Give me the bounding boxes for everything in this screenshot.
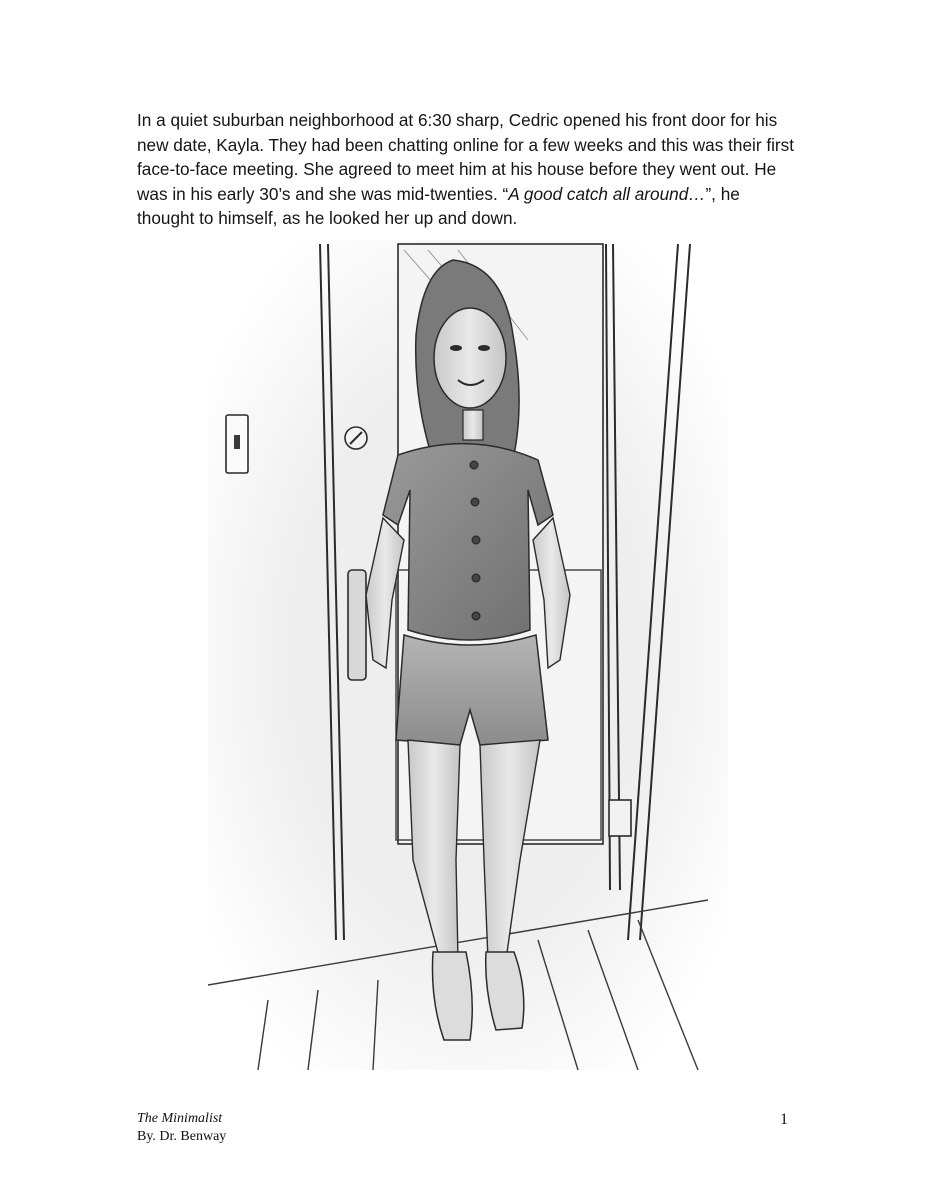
deadbolt-lock [345,427,367,449]
light-switch [226,415,248,473]
page-footer [137,1110,226,1146]
story-text-part2: ”, he thought to himself, as he looked her up and down. [137,183,740,228]
book-title: The Minimalist [137,1111,223,1126]
story-paragraph [137,108,797,231]
book-author: By. Dr. Benway [137,1129,227,1144]
story-italic-quote: A good catch all around… [508,183,706,204]
page-number: 1 [780,1111,788,1128]
story-text-part1: In a quiet suburban neighborhood at 6:30 sharp, Cedric opened his front door for his new date, Kayla. They had been chatting online for a few weeks and this was their first face-to-face meeting. She agreed to meet him at his house before they went out. He was in his early 30’s and she was mid-twenties. “ [137,110,795,204]
pencil-illustration [208,240,728,1070]
door-handle [348,570,366,680]
door-hinge [609,800,631,836]
